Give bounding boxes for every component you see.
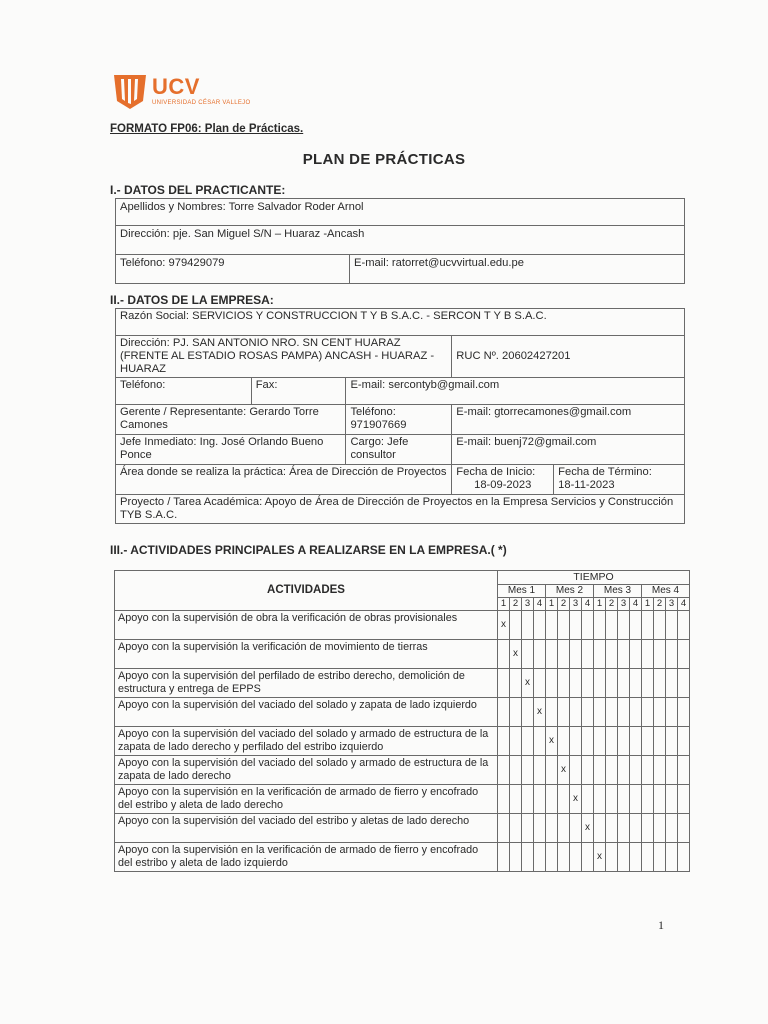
schedule-cell (534, 785, 546, 814)
activity-row (115, 669, 690, 698)
ucv-logo (112, 71, 250, 111)
schedule-cell (498, 814, 510, 843)
activity-text: Apoyo con la supervisión del perfilado de estribo derecho, demolición de estructura y entrega de EPPS (115, 669, 498, 698)
schedule-cell (666, 640, 678, 669)
schedule-cell (498, 756, 510, 785)
schedule-cell (666, 698, 678, 727)
schedule-cell (582, 611, 594, 640)
empresa-fax: Fax: (251, 378, 346, 405)
schedule-cell (522, 814, 534, 843)
empresa-gerente: Gerente / Representante: Gerardo Torre Camones (116, 405, 346, 435)
schedule-cell (570, 727, 582, 756)
empresa-razon-social: Razón Social: SERVICIOS Y CONSTRUCCION T Y B S.A.C. - SERCON T Y B S.A.C. (116, 309, 685, 336)
schedule-cell (582, 756, 594, 785)
schedule-cell (630, 611, 642, 640)
schedule-cell (618, 843, 630, 872)
schedule-cell (630, 640, 642, 669)
ucv-shield-icon (112, 71, 148, 111)
schedule-cell (558, 785, 570, 814)
schedule-cell (546, 669, 558, 698)
schedule-cell (594, 611, 606, 640)
activity-mark: x (510, 640, 522, 669)
empresa-telefono: Teléfono: (116, 378, 252, 405)
schedule-cell (546, 640, 558, 669)
schedule-cell (630, 814, 642, 843)
logo-subtitle: UNIVERSIDAD CÉSAR VALLEJO (152, 100, 251, 106)
schedule-cell (654, 640, 666, 669)
header-week: 1 (498, 598, 510, 611)
practicante-direccion: Dirección: pje. San Miguel S/N – Huaraz -Ancash (116, 226, 685, 255)
schedule-cell (606, 698, 618, 727)
schedule-cell (546, 814, 558, 843)
header-week: 1 (642, 598, 654, 611)
schedule-cell (642, 611, 654, 640)
empresa-ruc: RUC Nº. 20602427201 (452, 336, 685, 378)
activity-mark: x (546, 727, 558, 756)
header-week: 3 (666, 598, 678, 611)
schedule-cell (678, 843, 690, 872)
schedule-cell (522, 698, 534, 727)
schedule-cell (654, 669, 666, 698)
schedule-cell (498, 698, 510, 727)
schedule-cell (510, 698, 522, 727)
schedule-cell (666, 814, 678, 843)
activity-mark: x (582, 814, 594, 843)
empresa-jefe: Jefe Inmediato: Ing. José Orlando Bueno Ponce (116, 435, 346, 465)
schedule-cell (630, 843, 642, 872)
header-week: 4 (630, 598, 642, 611)
schedule-cell (666, 669, 678, 698)
schedule-cell (522, 611, 534, 640)
fecha-inicio-label: Fecha de Inicio: (456, 466, 536, 478)
practicante-nombres: Apellidos y Nombres: Torre Salvador Roder Arnol (116, 199, 685, 226)
schedule-cell (498, 843, 510, 872)
header-week: 4 (534, 598, 546, 611)
schedule-cell (510, 611, 522, 640)
activity-text: Apoyo con la supervisión del vaciado del solado y armado de estructura de la zapata de lado derecho (115, 756, 498, 785)
activity-text: Apoyo con la supervisión en la verificación de armado de fierro y encofrado del estribo y aleta de lado izquierdo (115, 843, 498, 872)
schedule-cell (582, 727, 594, 756)
schedule-cell (606, 611, 618, 640)
schedule-cell (654, 698, 666, 727)
schedule-cell (678, 611, 690, 640)
schedule-cell (522, 640, 534, 669)
schedule-cell (630, 727, 642, 756)
header-week: 2 (510, 598, 522, 611)
activity-row (115, 640, 690, 669)
header-week: 4 (582, 598, 594, 611)
schedule-cell (654, 843, 666, 872)
schedule-cell (606, 785, 618, 814)
schedule-cell (642, 669, 654, 698)
header-month: Mes 1 (498, 584, 546, 598)
header-week: 2 (606, 598, 618, 611)
activity-row (115, 698, 690, 727)
empresa-gerente-telefono: Teléfono: 971907669 (346, 405, 452, 435)
schedule-cell (618, 785, 630, 814)
header-week: 4 (678, 598, 690, 611)
schedule-cell (546, 611, 558, 640)
schedule-cell (642, 727, 654, 756)
activity-text: Apoyo con la supervisión del vaciado del estribo y aletas de lado derecho (115, 814, 498, 843)
schedule-cell (606, 727, 618, 756)
header-month: Mes 4 (642, 584, 690, 598)
activity-mark: x (558, 756, 570, 785)
schedule-cell (654, 611, 666, 640)
header-week: 3 (522, 598, 534, 611)
page-title: PLAN DE PRÁCTICAS (302, 151, 466, 168)
schedule-cell (582, 669, 594, 698)
schedule-cell (606, 814, 618, 843)
schedule-cell (582, 843, 594, 872)
schedule-cell (558, 669, 570, 698)
schedule-cell (678, 727, 690, 756)
schedule-cell (594, 814, 606, 843)
schedule-cell (618, 640, 630, 669)
section-actividades-title: III.- ACTIVIDADES PRINCIPALES A REALIZARSE EN LA EMPRESA.( *) (110, 543, 507, 557)
empresa-table (115, 308, 685, 524)
header-week: 1 (546, 598, 558, 611)
schedule-cell (678, 756, 690, 785)
schedule-cell (534, 611, 546, 640)
schedule-cell (534, 843, 546, 872)
schedule-cell (546, 756, 558, 785)
schedule-cell (570, 640, 582, 669)
schedule-cell (570, 611, 582, 640)
schedule-cell (642, 640, 654, 669)
activity-mark: x (498, 611, 510, 640)
schedule-cell (558, 843, 570, 872)
schedule-cell (510, 756, 522, 785)
schedule-cell (546, 843, 558, 872)
schedule-cell (582, 640, 594, 669)
format-title: FORMATO FP06: Plan de Prácticas. (110, 123, 304, 135)
header-actividades: ACTIVIDADES (115, 571, 498, 611)
empresa-jefe-cargo: Cargo: Jefe consultor (346, 435, 452, 465)
activity-row (115, 785, 690, 814)
schedule-cell (546, 785, 558, 814)
schedule-cell (594, 669, 606, 698)
logo-name: UCV (152, 74, 200, 99)
fecha-inicio-value: 18-09-2023 (474, 479, 532, 491)
activity-text: Apoyo con la supervisión de obra la verificación de obras provisionales (115, 611, 498, 640)
schedule-cell (606, 640, 618, 669)
schedule-cell (498, 727, 510, 756)
section-practicante-title: I.- DATOS DEL PRACTICANTE: (110, 183, 286, 197)
empresa-area: Área donde se realiza la práctica: Área de Dirección de Proyectos (116, 465, 452, 495)
header-week: 1 (594, 598, 606, 611)
schedule-cell (534, 814, 546, 843)
practicante-table (115, 198, 685, 284)
schedule-cell (522, 843, 534, 872)
schedule-cell (510, 814, 522, 843)
schedule-cell (582, 698, 594, 727)
schedule-cell (654, 785, 666, 814)
empresa-proyecto: Proyecto / Tarea Académica: Apoyo de Área de Dirección de Proyectos en la Empresa Servicios y Construcción TYB S.A.C. (116, 495, 685, 524)
schedule-cell (558, 814, 570, 843)
activity-row (115, 727, 690, 756)
schedule-cell (522, 785, 534, 814)
schedule-cell (606, 843, 618, 872)
schedule-cell (570, 756, 582, 785)
schedule-cell (510, 669, 522, 698)
schedule-cell (618, 698, 630, 727)
actividades-table (114, 570, 690, 872)
schedule-cell (582, 785, 594, 814)
empresa-gerente-email: E-mail: gtorrecamones@gmail.com (452, 405, 685, 435)
activity-row (115, 611, 690, 640)
schedule-cell (558, 698, 570, 727)
schedule-cell (498, 640, 510, 669)
schedule-cell (666, 611, 678, 640)
activity-text: Apoyo con la supervisión del vaciado del solado y armado de estructura de la zapata de lado derecho y perfilado del estribo izquierdo (115, 727, 498, 756)
schedule-cell (534, 669, 546, 698)
schedule-cell (606, 669, 618, 698)
activity-row (115, 756, 690, 785)
schedule-cell (594, 785, 606, 814)
empresa-jefe-email: E-mail: buenj72@gmail.com (452, 435, 685, 465)
schedule-cell (642, 756, 654, 785)
schedule-cell (666, 785, 678, 814)
fecha-termino-value: 18-11-2023 (558, 479, 615, 491)
schedule-cell (558, 611, 570, 640)
schedule-cell (510, 785, 522, 814)
header-tiempo: TIEMPO (498, 571, 690, 585)
schedule-cell (594, 756, 606, 785)
activity-text: Apoyo con la supervisión del vaciado del solado y zapata de lado izquierdo (115, 698, 498, 727)
empresa-email: E-mail: sercontyb@gmail.com (346, 378, 685, 405)
schedule-cell (654, 756, 666, 785)
schedule-cell (678, 640, 690, 669)
schedule-cell (654, 814, 666, 843)
schedule-cell (666, 756, 678, 785)
schedule-cell (678, 669, 690, 698)
schedule-cell (594, 640, 606, 669)
activity-mark: x (522, 669, 534, 698)
schedule-cell (630, 785, 642, 814)
schedule-cell (570, 843, 582, 872)
schedule-cell (618, 727, 630, 756)
schedule-cell (630, 756, 642, 785)
header-month: Mes 2 (546, 584, 594, 598)
empresa-fecha-termino (554, 465, 685, 495)
schedule-cell (594, 727, 606, 756)
schedule-cell (534, 756, 546, 785)
header-month: Mes 3 (594, 584, 642, 598)
schedule-cell (666, 727, 678, 756)
schedule-cell (522, 756, 534, 785)
schedule-cell (594, 698, 606, 727)
header-week: 2 (654, 598, 666, 611)
schedule-cell (642, 814, 654, 843)
schedule-cell (534, 640, 546, 669)
empresa-direccion: Dirección: PJ. SAN ANTONIO NRO. SN CENT HUARAZ (FRENTE AL ESTADIO ROSAS PAMPA) ANCASH - HUARAZ - HUARAZ (116, 336, 452, 378)
empresa-fecha-inicio (452, 465, 554, 495)
activity-text: Apoyo con la supervisión la verificación de movimiento de tierras (115, 640, 498, 669)
practicante-telefono: Teléfono: 979429079 (116, 255, 350, 284)
activity-row (115, 814, 690, 843)
schedule-cell (618, 756, 630, 785)
schedule-cell (642, 698, 654, 727)
schedule-cell (570, 669, 582, 698)
schedule-cell (510, 843, 522, 872)
schedule-cell (678, 785, 690, 814)
schedule-cell (606, 756, 618, 785)
section-empresa-title: II.- DATOS DE LA EMPRESA: (110, 293, 274, 307)
schedule-cell (570, 698, 582, 727)
schedule-cell (642, 785, 654, 814)
schedule-cell (498, 785, 510, 814)
schedule-cell (666, 843, 678, 872)
schedule-cell (618, 814, 630, 843)
schedule-cell (654, 727, 666, 756)
schedule-cell (558, 727, 570, 756)
page-number: 1 (658, 918, 664, 932)
schedule-cell (498, 669, 510, 698)
schedule-cell (546, 698, 558, 727)
header-week: 3 (618, 598, 630, 611)
schedule-cell (510, 727, 522, 756)
schedule-cell (630, 698, 642, 727)
header-week: 3 (570, 598, 582, 611)
activity-text: Apoyo con la supervisión en la verificación de armado de fierro y encofrado del estribo y aleta de lado derecho (115, 785, 498, 814)
header-week: 2 (558, 598, 570, 611)
schedule-cell (618, 669, 630, 698)
activity-mark: x (534, 698, 546, 727)
practicante-email: E-mail: ratorret@ucvvirtual.edu.pe (350, 255, 685, 284)
schedule-cell (630, 669, 642, 698)
schedule-cell (618, 611, 630, 640)
schedule-cell (678, 698, 690, 727)
schedule-cell (642, 843, 654, 872)
activity-mark: x (594, 843, 606, 872)
activity-row (115, 843, 690, 872)
schedule-cell (558, 640, 570, 669)
schedule-cell (570, 814, 582, 843)
fecha-termino-label: Fecha de Término: (558, 466, 652, 478)
schedule-cell (522, 727, 534, 756)
schedule-cell (534, 727, 546, 756)
schedule-cell (678, 814, 690, 843)
activity-mark: x (570, 785, 582, 814)
